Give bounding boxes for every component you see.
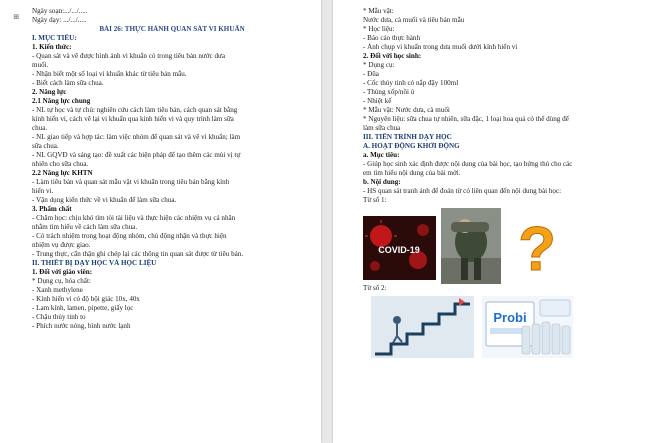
stairs-image[interactable]	[371, 296, 474, 358]
text-line: - Phích nước nóng, bình nước lạnh	[32, 322, 131, 330]
text-line: - NL giao tiếp và hợp tác: làm việc nhóm để quan sát và vẽ vi khuẩn; làm	[32, 133, 241, 141]
text-line: * Mẫu vật: Nước dưa, cà muối	[363, 106, 450, 114]
text-line: II. THIẾT BỊ DẠY HỌC VÀ HỌC LIỆU	[32, 259, 157, 267]
text-line: - Chậu thủy tinh to	[32, 313, 86, 321]
covid-image[interactable]	[363, 216, 436, 280]
text-line: - Trung thực, cẩn thận ghi chép lại các thông tin quan sát được từ tiêu bản.	[32, 250, 244, 258]
text-line: - Chăm học: chịu khó tìm tòi tài liệu và thực hiện các nhiệm vụ cá nhân	[32, 214, 236, 222]
probi-image[interactable]	[482, 296, 573, 358]
question-mark-glyph: ?	[518, 215, 556, 282]
text-line: nhiệm vụ được giao.	[32, 241, 91, 249]
text-line: 2.1 Năng lực chung	[32, 97, 91, 105]
soldier-image[interactable]	[441, 208, 501, 284]
probi-logo-text: Probi	[493, 310, 527, 325]
word-2-images	[363, 296, 633, 358]
text-line: 2.2 Năng lực KHTN	[32, 169, 93, 177]
text-line: nhằm tìm hiểu về cách làm sữa chua.	[32, 223, 138, 231]
text-line: A. HOẠT ĐỘNG KHỞI ĐỘNG	[363, 142, 460, 150]
covid-image-text: COVID-19	[378, 245, 420, 255]
text-line: - Cốc thủy tinh có nắp đậy 100ml	[363, 79, 459, 87]
text-line: - Ảnh chụp vi khuẩn trong dưa muối dưới kính hiển vi	[363, 43, 518, 51]
text-line: * Dụng cụ, hóa chất:	[32, 277, 91, 285]
text-line: - Quan sát và vẽ được hình ảnh vi khuẩn có trong tiêu bản nước dưa	[32, 52, 225, 60]
text-line: em tìm hiểu nội dung của bài mới.	[363, 169, 461, 177]
text-line: - Biết cách làm sữa chua.	[32, 79, 104, 87]
text-line: - Làm tiêu bản và quan sát mẫu vật vi khuẩn trong tiêu bản bằng kính	[32, 178, 230, 186]
question-mark-image[interactable]	[508, 212, 566, 282]
text-line: 1. Đối với giáo viên:	[32, 268, 93, 276]
text-line: a. Mục tiêu:	[363, 151, 400, 159]
text-line: 3. Phẩm chất	[32, 205, 72, 213]
text-line: hiển vi.	[32, 187, 54, 195]
text-line: Ngày dạy: .../.../.....	[32, 16, 87, 24]
text-line: Nước dưa, cà muối và tiêu bản mẫu	[363, 16, 465, 24]
text-line: - Vận dụng kiến thức về vi khuẩn để làm sữa chua.	[32, 196, 177, 204]
text-line: - Đũa	[363, 70, 379, 78]
text-line: * Dụng cụ:	[363, 61, 395, 69]
text-line: - Thùng xốp/nồi ủ	[363, 88, 415, 96]
text-line: - Nhiệt kế	[363, 97, 392, 105]
text-line: - Nhận biết một số loại vi khuẩn khác từ tiêu bản mẫu.	[32, 70, 187, 78]
text-line: - Báo cáo thực hành	[363, 34, 421, 42]
document-page-left	[0, 0, 321, 443]
move-handle-icon[interactable]: ⊞	[13, 13, 19, 21]
text-line: - Giúp học sinh xác định được nội dung của bài học, tạo hứng thú cho các	[363, 160, 573, 168]
right-text-block	[363, 7, 633, 205]
text-line: BÀI 26: THỰC HÀNH QUAN SÁT VI KHUẨN	[99, 25, 245, 33]
document-page-right	[333, 0, 650, 443]
text-line: * Mẫu vật:	[363, 7, 394, 15]
text-line: - Lam kính, lamen, pipette, giấy lọc	[32, 304, 134, 312]
text-line: nhiên cho sữa chua.	[32, 160, 89, 168]
text-line: - HS quan sát tranh ảnh để đoán từ có liên quan đến nội dung bài học:	[363, 187, 562, 195]
text-line: - Có trách nhiệm trong hoạt động nhóm, chủ động nhận và thực hiện	[32, 232, 227, 240]
text-line: 2. Đối với học sinh:	[363, 52, 422, 60]
text-line: III. TIẾN TRÌNH DẠY HỌC	[363, 133, 452, 141]
text-line: Từ số 1:	[363, 196, 387, 204]
text-line: kính hiển vi, cách vẽ lại vi khuẩn qua kính hiển vi và quy trình làm sữa	[32, 115, 234, 123]
text-line: muối.	[32, 61, 49, 69]
word-2-label: Từ số 2:	[363, 284, 387, 292]
text-line: Ngày soạn:.../.../.....	[32, 7, 88, 15]
text-line: * Nguyên liệu: sữa chua tự nhiên, sữa đặc, 1 loại hoa quả có thể dùng để	[363, 115, 569, 123]
text-line: - Kính hiển vi có độ bội giác 10x, 40x	[32, 295, 140, 303]
text-line: 2. Năng lực	[32, 88, 67, 96]
text-line: làm sữa chua	[363, 124, 401, 132]
text-line: - NL GQVĐ và sáng tạo: đề xuất các biện pháp để tạo thêm các mùi vị tự	[32, 151, 241, 159]
text-line: - Xanh methylene	[32, 286, 83, 294]
text-line: I. MỤC TIÊU:	[32, 34, 77, 42]
text-line: sữa chua.	[32, 142, 59, 150]
word-1-images	[363, 208, 633, 284]
text-line: - NL tự học và tự chủ: nghiên cứu cách làm tiêu bản, cách quan sát bằng	[32, 106, 238, 114]
page-left-text	[32, 7, 312, 331]
text-line: chua.	[32, 124, 48, 132]
page-right-text	[363, 7, 633, 358]
text-line: * Học liệu:	[363, 25, 395, 33]
text-line: 1. Kiến thức:	[32, 43, 72, 51]
text-line: b. Nội dung:	[363, 178, 401, 186]
